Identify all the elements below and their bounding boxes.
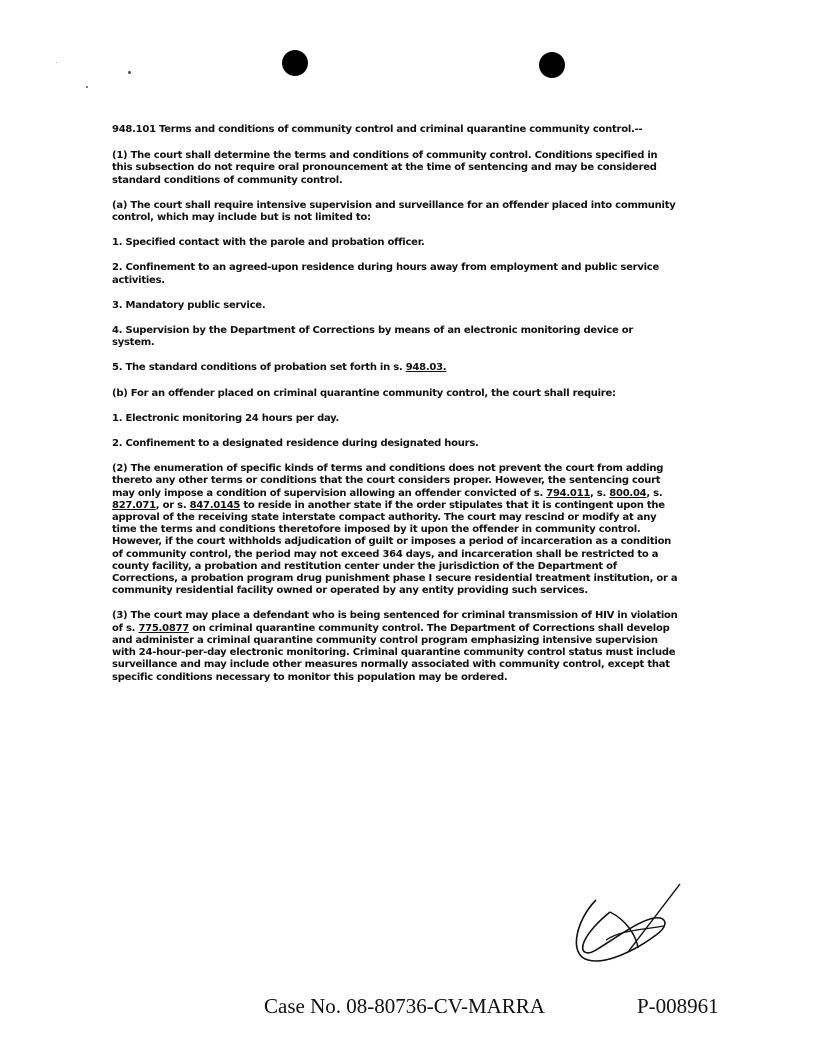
case-number: Case No. 08-80736-CV-MARRA xyxy=(264,994,545,1018)
statute-link-775-0877[interactable]: 775.0877 xyxy=(138,622,189,634)
list-item-text: 5. The standard conditions of probation set forth in s. xyxy=(112,362,403,374)
paragraph-b: (b) For an offender placed on criminal quarantine community control, the court shall require: xyxy=(112,387,616,399)
list-item: 2. Confinement to an agreed-upon residence during hours away from employment and public service activities. xyxy=(112,262,660,286)
scan-speck xyxy=(128,71,131,74)
subsection-2-text-cont: to reside in another state if the order stipulates that it is contingent upon the approval of the receiving state interstate compact authority. The court may rescind or modify at any time the terms and conditions theretofore imposed by it upon the offender in community control. However, if the court withholds adjudication of guilt or imposes a period of incarceration as a condition of community control, the period may not exceed 364 days, and incarceration shall be restricted to a county facility, a probation and restitution center under the jurisdiction of the Department of Corrections, a probation program drug punishment phase I secure residential treatment institution, or a community residential facility owned or operated by any entity providing such services. xyxy=(112,499,678,597)
list-item: 3. Mandatory public service. xyxy=(112,299,266,311)
list-item-5 xyxy=(112,362,678,374)
statute-link-794-011[interactable]: 794.011 xyxy=(546,487,591,499)
statute-link-948-03[interactable]: 948.03. xyxy=(405,362,447,374)
list-item: 2. Confinement to a designated residence during designated hours. xyxy=(112,438,479,450)
handwritten-signature xyxy=(566,880,686,975)
separator: , or s. xyxy=(155,499,187,511)
statute-link-800-04[interactable]: 800.04 xyxy=(609,487,647,499)
statute-link-847-0145[interactable]: 847.0145 xyxy=(189,499,241,511)
paragraph-a: (a) The court shall require intensive supervision and surveillance for an offender placed into community control, which may include but is not limited to: xyxy=(112,199,676,224)
punch-hole-right xyxy=(539,52,565,78)
separator: , s. xyxy=(646,487,663,499)
punch-hole-left xyxy=(282,50,308,76)
list-item: 4. Supervision by the Department of Corrections by means of an electronic monitoring device or system. xyxy=(112,325,634,349)
scan-speck xyxy=(56,62,57,63)
separator: , s. xyxy=(590,487,607,499)
statute-text xyxy=(112,124,678,697)
list-item: 1. Specified contact with the parole and probation officer. xyxy=(112,237,425,249)
subsection-1: (1) The court shall determine the terms and conditions of community control. Conditions specified in this subsection do not require oral pronouncement at the time of sentencing and may be considered standard conditions of community control. xyxy=(112,150,658,186)
bates-number: P-008961 xyxy=(637,994,719,1018)
subsection-3 xyxy=(112,610,678,683)
list-item: 1. Electronic monitoring 24 hours per day. xyxy=(112,412,340,424)
statute-title: 948.101 Terms and conditions of community control and criminal quarantine community control.-- xyxy=(112,124,643,135)
subsection-3-text-cont: on criminal quarantine community control. The Department of Corrections shall develop and administer a criminal quarantine community control program emphasizing intensive supervision with 24-hour-per-day electronic monitoring. Criminal quarantine community control status must include surveillance and may include other measures normally associated with community control, except that specific conditions necessary to monitor this population may be ordered. xyxy=(112,622,676,683)
subsection-3-text: (3) The court may place a defendant who is being sentenced for criminal transmission of HIV in violation of s. xyxy=(112,610,678,634)
subsection-2-text: (2) The enumeration of specific kinds of terms and conditions does not prevent the court from adding thereto any other terms or conditions that the court considers proper. However, the sentencing court may only impose a condition of supervision allowing an offender convicted of s. xyxy=(112,463,664,499)
scan-speck xyxy=(86,86,88,88)
statute-link-827-071[interactable]: 827.071 xyxy=(112,499,156,511)
subsection-2 xyxy=(112,463,678,597)
